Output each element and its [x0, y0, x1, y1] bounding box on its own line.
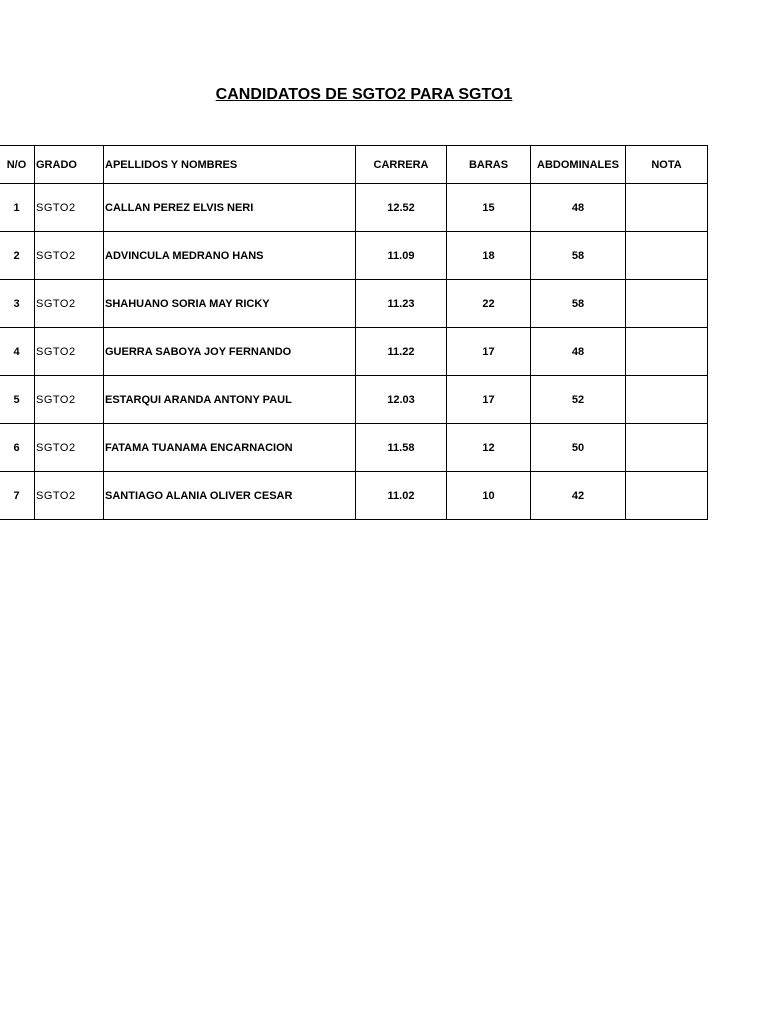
table-row	[0, 232, 708, 280]
row-nota	[626, 184, 708, 232]
row-carrera: 11.58	[356, 424, 447, 472]
row-carrera: 11.22	[356, 328, 447, 376]
header-baras: BARAS	[447, 146, 531, 184]
row-grado: SGTO2	[35, 424, 104, 472]
row-carrera: 12.03	[356, 376, 447, 424]
row-nombres: ADVINCULA MEDRANO HANS	[104, 232, 356, 280]
candidates-table	[0, 145, 708, 520]
row-nota	[626, 280, 708, 328]
header-nombres: APELLIDOS Y NOMBRES	[104, 146, 356, 184]
row-abdominales: 50	[531, 424, 626, 472]
table-row	[0, 280, 708, 328]
row-num: 2	[0, 232, 35, 280]
table-row	[0, 376, 708, 424]
row-nota	[626, 328, 708, 376]
table-row	[0, 424, 708, 472]
row-num: 1	[0, 184, 35, 232]
document-title: CANDIDATOS DE SGTO2 PARA SGTO1	[215, 86, 513, 103]
row-abdominales: 58	[531, 280, 626, 328]
header-nota: NOTA	[626, 146, 708, 184]
row-baras: 17	[447, 328, 531, 376]
row-baras: 12	[447, 424, 531, 472]
row-baras: 22	[447, 280, 531, 328]
row-carrera: 12.52	[356, 184, 447, 232]
row-baras: 17	[447, 376, 531, 424]
table-row	[0, 184, 708, 232]
table-row	[0, 472, 708, 520]
row-abdominales: 48	[531, 328, 626, 376]
row-nombres: SANTIAGO ALANIA OLIVER CESAR	[104, 472, 356, 520]
row-grado: SGTO2	[35, 184, 104, 232]
row-nota	[626, 232, 708, 280]
row-nota	[626, 376, 708, 424]
row-num: 6	[0, 424, 35, 472]
header-abdominales: ABDOMINALES	[531, 146, 626, 184]
row-nombres: CALLAN PEREZ ELVIS NERI	[104, 184, 356, 232]
header-grado: GRADO	[35, 146, 104, 184]
table-row	[0, 328, 708, 376]
row-baras: 18	[447, 232, 531, 280]
row-nombres: ESTARQUI ARANDA ANTONY PAUL	[104, 376, 356, 424]
row-grado: SGTO2	[35, 280, 104, 328]
row-nombres: GUERRA SABOYA JOY FERNANDO	[104, 328, 356, 376]
header-num: N/O	[0, 146, 35, 184]
row-abdominales: 52	[531, 376, 626, 424]
row-grado: SGTO2	[35, 376, 104, 424]
table-header-row	[0, 146, 708, 184]
row-nota	[626, 472, 708, 520]
header-carrera: CARRERA	[356, 146, 447, 184]
row-abdominales: 58	[531, 232, 626, 280]
row-carrera: 11.23	[356, 280, 447, 328]
row-nota	[626, 424, 708, 472]
row-num: 7	[0, 472, 35, 520]
row-carrera: 11.09	[356, 232, 447, 280]
row-nombres: FATAMA TUANAMA ENCARNACION	[104, 424, 356, 472]
row-abdominales: 48	[531, 184, 626, 232]
row-baras: 10	[447, 472, 531, 520]
row-grado: SGTO2	[35, 472, 104, 520]
row-nombres: SHAHUANO SORIA MAY RICKY	[104, 280, 356, 328]
row-num: 5	[0, 376, 35, 424]
row-grado: SGTO2	[35, 232, 104, 280]
row-carrera: 11.02	[356, 472, 447, 520]
row-grado: SGTO2	[35, 328, 104, 376]
row-num: 4	[0, 328, 35, 376]
row-baras: 15	[447, 184, 531, 232]
row-abdominales: 42	[531, 472, 626, 520]
row-num: 3	[0, 280, 35, 328]
